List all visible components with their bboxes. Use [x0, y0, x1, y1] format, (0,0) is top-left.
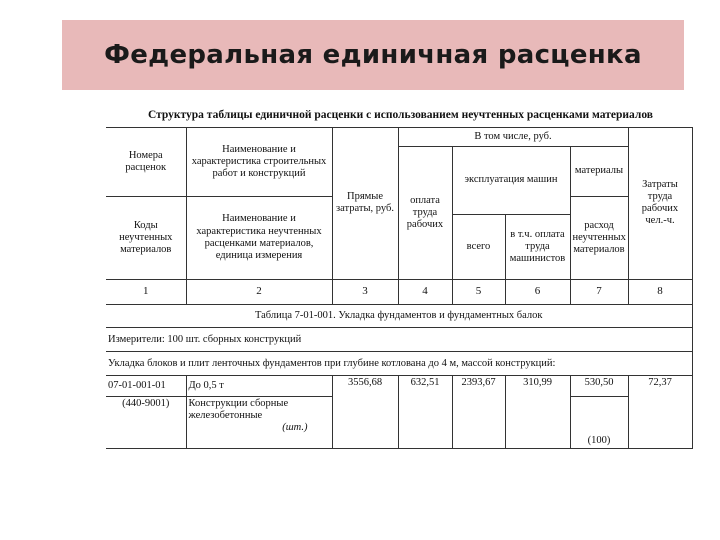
header-naim-mat: Наименование и характеристика неучтенных расценками материалов, единица измерения: [186, 196, 332, 279]
col-number-3: 3: [332, 279, 398, 304]
row-direct: 3556,68: [332, 376, 398, 449]
slide-title: Федеральная единичная расценка: [104, 40, 642, 70]
row-machines: 2393,67: [452, 376, 505, 449]
header-rashod: расход неучтенных материалов: [570, 196, 628, 279]
row-labor: 632,51: [398, 376, 452, 449]
header-zatraty: Затраты труда рабочих чел.-ч.: [628, 128, 692, 280]
col-number-4: 4: [398, 279, 452, 304]
header-kody-neuch: Коды неучтенных материалов: [106, 196, 186, 279]
row-labor-hours: 72,37: [628, 376, 692, 449]
header-ekspluataciya: эксплуатация машин: [452, 146, 570, 215]
col-number-8: 8: [628, 279, 692, 304]
rate-table: [106, 127, 693, 449]
row-code: 07-01-001-01: [106, 376, 186, 397]
header-v-t-ch: в т.ч. оплата труда машинистов: [505, 215, 570, 279]
work-line: Укладка блоков и плит ленточных фундаментов при глубине котлована до 4 м, массой конструкций:: [106, 352, 692, 376]
meter-line: Измерители: 100 шт. сборных конструкций: [106, 328, 692, 352]
row-material-cell: [186, 397, 332, 449]
header-vsego: всего: [452, 215, 505, 279]
row-consumption: (100): [587, 434, 611, 446]
header-materialy: материалы: [570, 146, 628, 196]
header-nomera: Номера расценок: [106, 128, 186, 197]
row-code2: (440-9001): [122, 398, 170, 409]
col-number-6: 6: [505, 279, 570, 304]
row-name2: Конструкции сборные железобетонные: [188, 398, 289, 422]
rate-table-wrap: [106, 127, 692, 449]
section-title: Таблица 7-01-001. Укладка фундаментов и фундаментных балок: [106, 304, 692, 328]
row-code2-cell: [106, 397, 186, 449]
row-machinists: 310,99: [505, 376, 570, 449]
col-number-2: 2: [186, 279, 332, 304]
row-materials: 530,50: [570, 376, 628, 397]
col-number-5: 5: [452, 279, 505, 304]
row-name: До 0,5 т: [186, 376, 332, 397]
row-consumption-cell: [570, 397, 628, 449]
header-oplata-truda: оплата труда рабочих: [398, 146, 452, 279]
title-band: [62, 20, 684, 90]
row-unit: (шт.): [282, 422, 308, 434]
col-number-1: 1: [106, 279, 186, 304]
col-number-7: 7: [570, 279, 628, 304]
header-pryamye: Прямые затраты, руб.: [332, 128, 398, 280]
header-v-tom-chisle: В том числе, руб.: [398, 128, 628, 147]
table-caption: Структура таблицы единичной расценки с использованием неучтенных расценками материалов: [147, 109, 654, 121]
header-naim-rabot: Наименование и характеристика строительных работ и конструкций: [186, 128, 332, 197]
